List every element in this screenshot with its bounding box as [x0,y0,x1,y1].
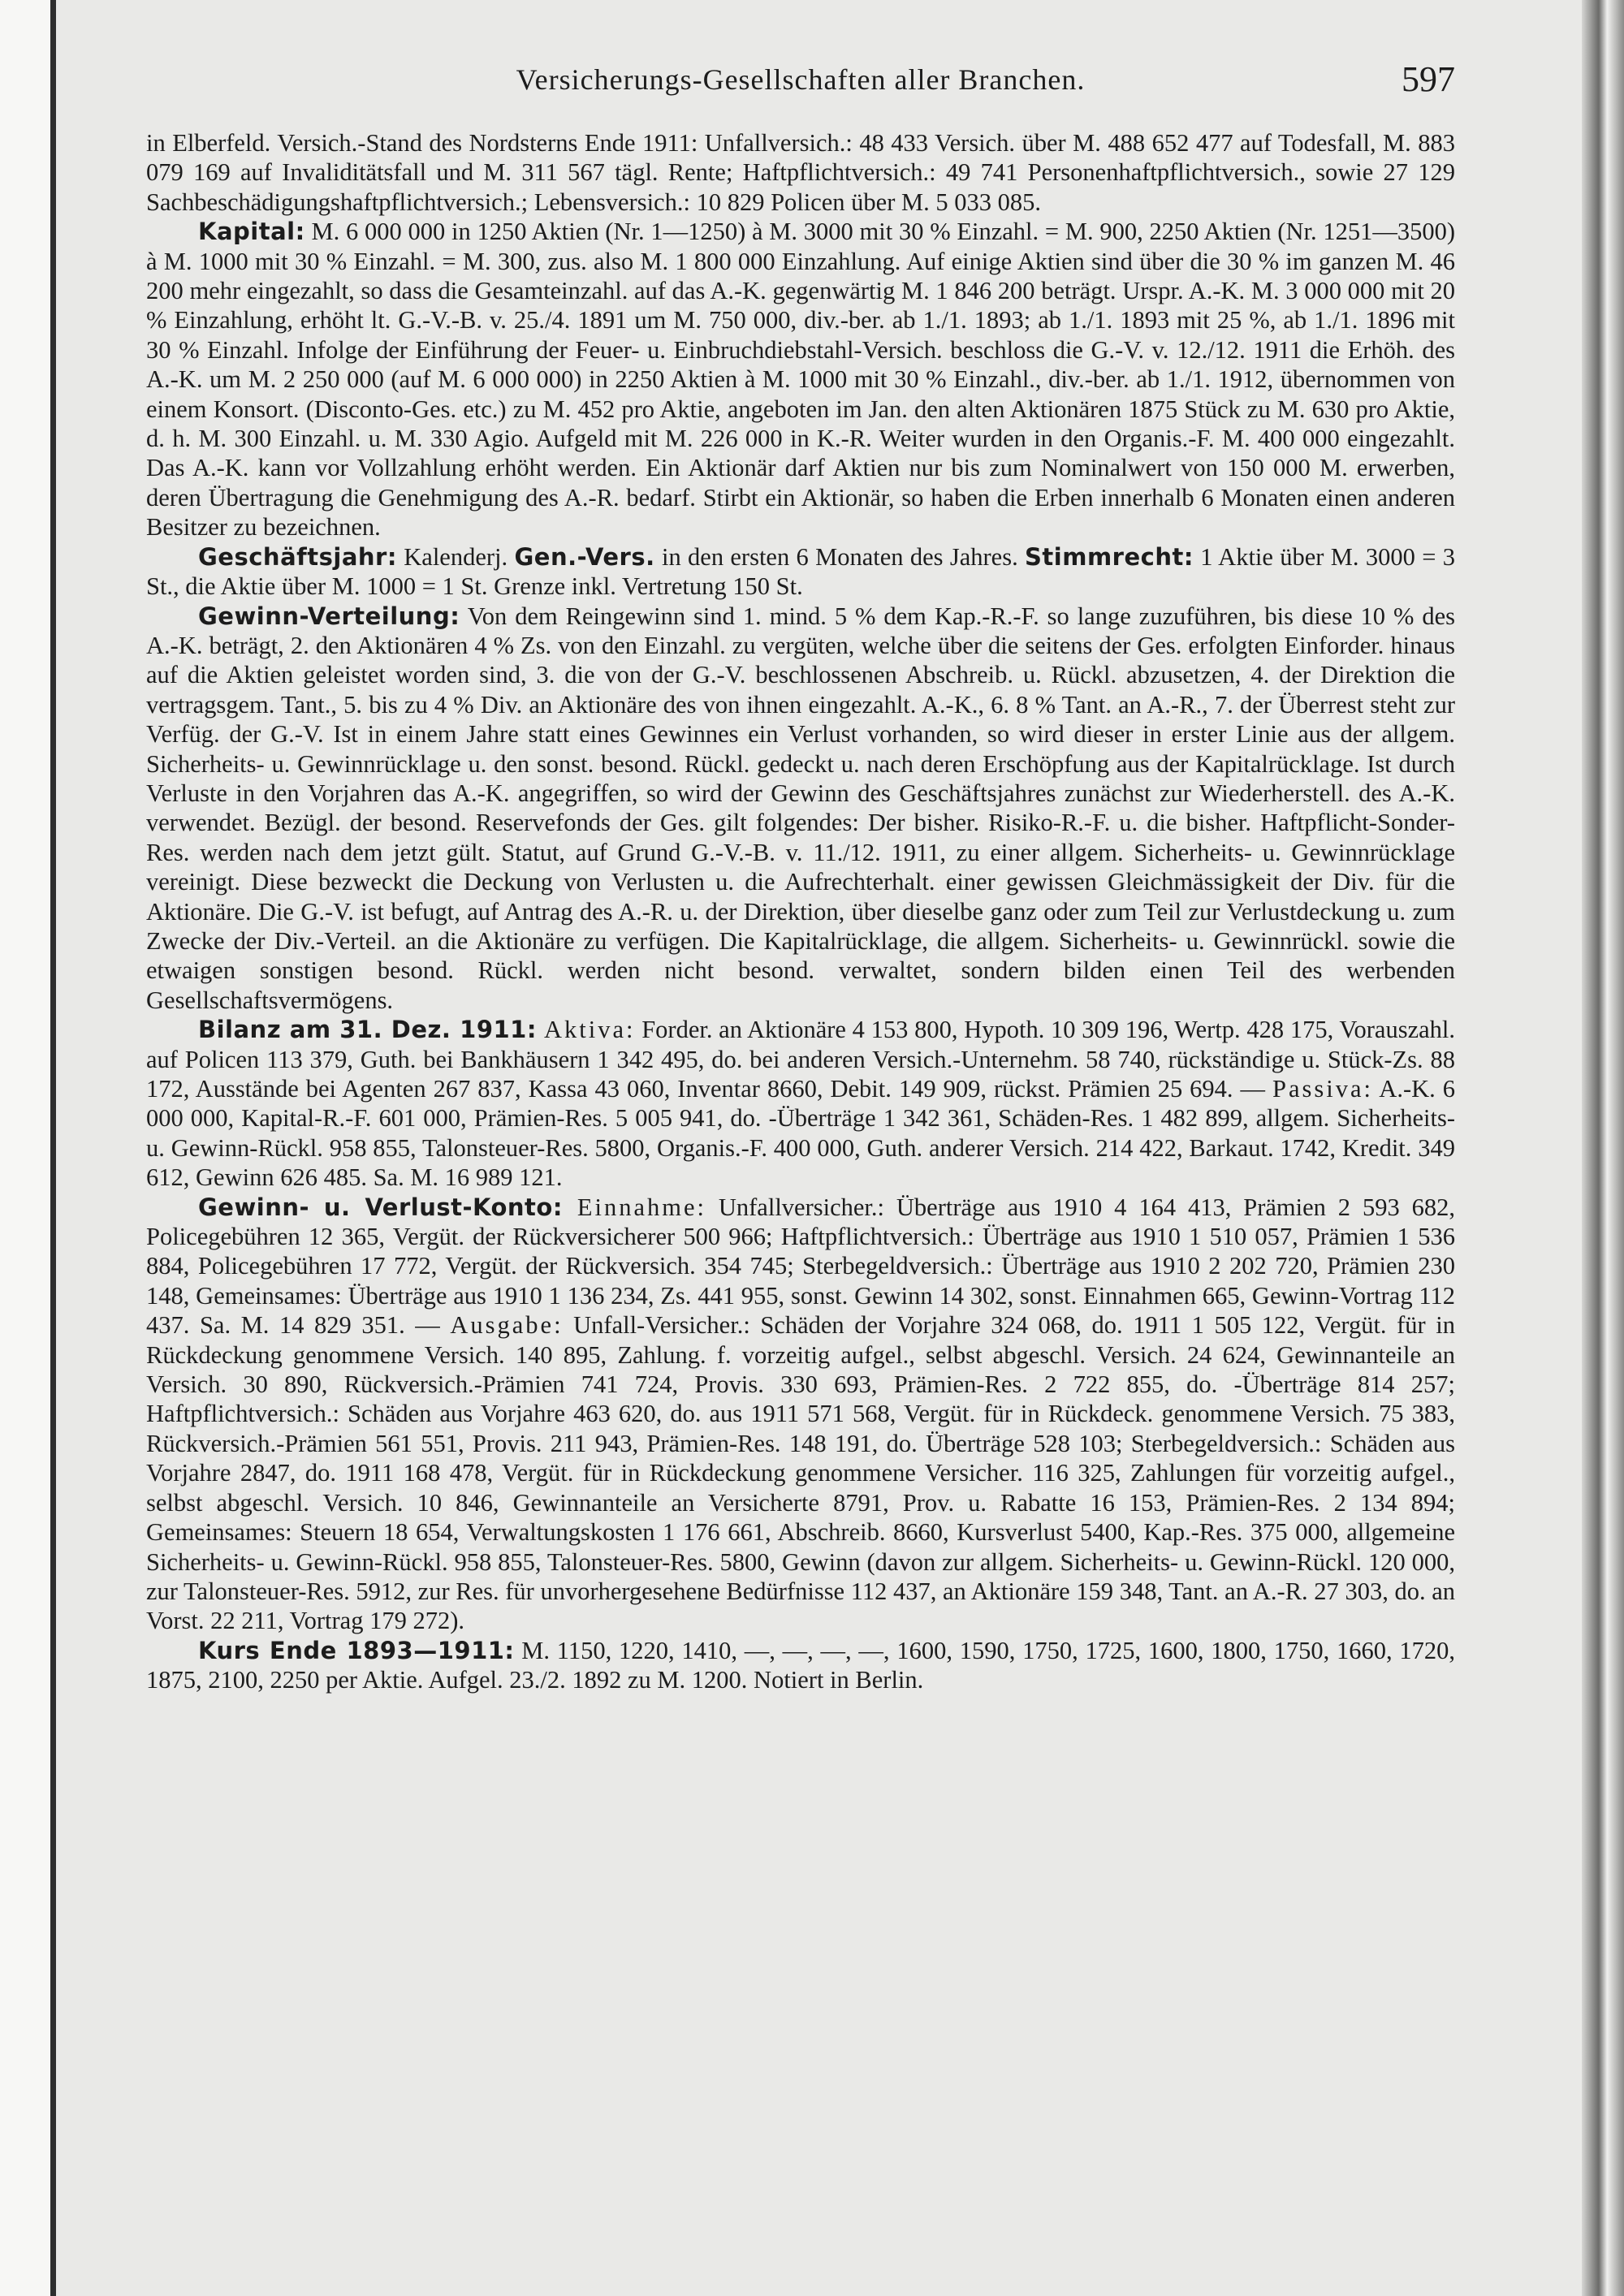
paragraph-body: Forder. an Aktionäre 4 153 800, Hypoth. 10 309 196, Wertp. 428 175, Vorauszahl. auf Policen 113 379, Guth. bei Bankhäusern 1 342 495, do. bei anderen Versich.-Unternehm. 58 740, rückständige u. Stück-Zs. 88 172, Ausstände bei Agenten 267 837, Kassa 43 060, Inventar 8660, Debit. 149 909, rückst. Prämien 25 694. — [146,1016,1455,1103]
section-heading-geschaeftsjahr: Geschäftsjahr: [198,542,397,571]
page-header [146,55,1455,104]
paragraph-body: in Elberfeld. Versich.-Stand des Nordsterns Ende 1911: Unfallversich.: 48 433 Versich. über M. 488 652 477 auf Todesfall, M. 883 079 169 auf Invaliditätsfall und M. 311 567 tägl. Rente; Haftpflichtversich.: 49 741 Personenhaftpflichtversich., sowie 27 129 Sachbeschädigungshaftpflichtversich.; Lebensversich.: 10 829 Policen über M. 5 033 085. [146,129,1455,216]
section-heading-bilanz: Bilanz am 31. Dez. 1911: [198,1016,537,1044]
subheading-einnahme: Einnahme: [562,1193,706,1221]
section-heading-kapital: Kapital: [198,218,305,246]
paragraph-body: Unfallversicher.: Überträge aus 1910 4 164 413, Prämien 2 593 682, Policegebühren 12 365, Vergüt. der Rückversicherer 500 966; Haftpflichtversich.: Überträge aus 1910 1 510 057, Prämien 1 536 884, Policegebühren 17 772, Vergüt. der Rückversich. 354 745; Sterbegeldversich.: Überträge aus 1910 2 202 720, Prämien 230 148, Gemeinsames: Überträge aus 1910 1 136 234, Zs. 441 955, sonst. Gewinn 14 302, sonst. Einnahmen 665, Gewinn-Vortrag 112 437. Sa. M. 14 829 351. — [146,1193,1455,1340]
paragraph-body: M. 1150, 1220, 1410, —, —, —, —, 1600, 1590, 1750, 1725, 1600, 1800, 1750, 1660, 1720, 1875, 2100, 2250 per Aktie. Aufgel. 23./2. 1892 zu M. 1200. Notiert in Berlin. [146,1636,1455,1694]
paragraph-versicherungsstand [146,128,1455,217]
page-number: 597 [1402,59,1455,99]
subheading-aktiva: Aktiva: [536,1016,636,1044]
paragraph-body: Kalenderj. [396,542,515,571]
section-heading-gewinn-verteilung: Gewinn-Verteilung: [198,602,460,630]
text-column [146,128,1455,1695]
paragraph-gewinn-verteilung [146,602,1455,1016]
paragraph-body: Von dem Reingewinn sind 1. mind. 5 % dem Kap.-R.-F. so lange zuzuführen, bis diese 10 % des A.-K. beträgt, 2. den Aktionären 4 % Zs. von den Einzahl. zu vergüten, welche über die seitens der Ges. erfolgten Einforder. hinaus auf die Aktien geleistet worden sind, 3. die von der G.-V. beschlossenen Abschreib. u. Rückl. abzusetzen, 4. der Direktion die vertragsgem. Tant., 5. bis zu 4 % Div. an Aktionäre des von ihnen eingezahlt. A.-K., 6. 8 % Tant. an A.-R., 7. der Überrest steht zur Verfüg. der G.-V. Ist in einem Jahre statt eines Gewinnes ein Verlust vorhanden, so wird dieser in erster Linie aus der allgem. Sicherheits- u. Gewinnrücklage u. den sonst. besond. Rückl. gedeckt u. nach deren Erschöpfung aus der Kapitalrücklage. Ist durch Verluste in den Vorjahren das A.-K. angegriffen, so wird der Gewinn des Geschäftsjahres zunächst zur Wiederherstell. des A.-K. verwendet. Bezügl. der besond. Reservefonds der Ges. gilt folgendes: Der bisher. Risiko-R.-F. u. die bisher. Haftpflicht-Sonder-Res. werden nach dem jetzt gült. Statut, auf Grund G.-V.-B. v. 11./12. 1911, zu einer allgem. Sicherheits- u. Gewinnrücklage vereinigt. Diese bezweckt die Deckung von Verlusten u. die Aufrechterhalt. einer gewissen Gleichmässigkeit der Div. für die Aktionäre. Die G.-V. ist befugt, auf Antrag des A.-R. u. der Direktion, über dieselbe ganz oder zum Teil zur Verlustdeckung u. zum Zwecke der Div.-Verteil. an die Aktionäre zu verfügen. Die Kapitalrücklage, die allgem. Sicherheits- u. Gewinnrückl. sowie die etwaigen sonstigen besond. Rückl. werden nicht besond. verwaltet, sondern bilden einen Teil des werbenden Gesellschaftsvermögens. [146,602,1455,1014]
running-head: Versicherungs-Gesellschaften aller Branchen. [516,63,1086,96]
paragraph-bilanz [146,1015,1455,1192]
page-left-margin [0,0,50,2296]
paragraph-gewinn-verlust-konto [146,1193,1455,1636]
paragraph-kurs [146,1636,1455,1695]
paragraph-body: M. 6 000 000 in 1250 Aktien (Nr. 1—1250) à M. 3000 mit 30 % Einzahl. = M. 900, 2250 Aktien (Nr. 1251—3500) à M. 1000 mit 30 % Einzahl. = M. 300, zus. also M. 1 800 000 Einzahlung. Auf einige Aktien sind über die 30 % im ganzen M. 46 200 mehr eingezahlt, so dass die Gesamteinzahl. auf das A.-K. gegenwärtig M. 1 846 200 beträgt. Urspr. A.-K. M. 3 000 000 mit 20 % Einzahlung, erhöht lt. G.-V.-B. v. 25./4. 1891 um M. 750 000, div.-ber. ab 1./1. 1893; ab 1./1. 1893 mit 25 %, ab 1./1. 1896 mit 30 % Einzahl. Infolge der Einführung der Feuer- u. Einbruchdiebstahl-Versich. beschloss die G.-V. v. 12./12. 1911 die Erhöh. des A.-K. um M. 2 250 000 (auf M. 6 000 000) in 2250 Aktien à M. 1000 mit 30 % Einzahl., div.-ber. ab 1./1. 1912, übernommen von einem Konsort. (Disconto-Ges. etc.) zu M. 452 pro Aktie, angeboten im Jan. den alten Aktionären 1875 Stück zu M. 630 pro Aktie, d. h. M. 300 Einzahl. u. M. 330 Agio. Aufgeld mit M. 226 000 in K.-R. Weiter wurden in den Organis.-F. M. 400 000 eingezahlt. Das A.-K. kann vor Vollzahlung erhöht werden. Ein Aktionär darf Aktien nur bis zum Nominalwert von 150 000 M. erwerben, deren Übertragung die Genehmigung des A.-R. bedarf. Stirbt ein Aktionär, so haben die Erben innerhalb 6 Monaten einen anderen Besitzer zu bezeichnen. [146,218,1455,542]
binding-shadow [50,0,56,2296]
section-heading-kurs: Kurs Ende 1893—1911: [198,1636,515,1664]
paragraph-body: 1 Aktie über M. 3000 = 3 St., die Aktie über M. 1000 = 1 St. Grenze inkl. Vertretung 150 St. [146,542,1455,601]
paragraph-body: A.-K. 6 000 000, Kapital-R.-F. 601 000, Prämien-Res. 5 005 941, do. -Überträge 1 342 361, Schäden-Res. 1 482 899, allgem. Sicherheits- u. Gewinn-Rückl. 958 855, Talonsteuer-Res. 5800, Organis.-F. 400 000, Guth. anderer Versich. 214 422, Barkaut. 1742, Kredit. 349 612, Gewinn 626 485. Sa. M. 16 989 121. [146,1075,1455,1192]
page-right-edge [1582,0,1624,2296]
subheading-ausgabe: Ausgabe: [450,1311,564,1340]
section-heading-gen-vers: Gen.-Vers. [514,542,655,571]
paragraph-body: Unfall-Versicher.: Schäden der Vorjahre 324 068, do. 1911 1 505 122, Vergüt. für in Rückdeckung genommene Versich. 140 895, Zahlung. f. vorzeitig aufgel., selbst abgeschl. Versich. 24 624, Gewinnanteile an Versich. 30 890, Rückversich.-Prämien 741 724, Provis. 330 693, Prämien-Res. 2 722 855, do. -Überträge 814 257; Haftpflichtversich.: Schäden aus Vorjahre 463 620, do. aus 1911 571 568, Vergüt. für in Rückdeck. genommene Versich. 75 383, Rückversich.-Prämien 561 551, Provis. 211 943, Prämien-Res. 148 191, do. Überträge 528 103; Sterbegeldversich.: Schäden aus Vorjahre 2847, do. 1911 168 478, Vergüt. für in Rückdeckung genommene Versicher. 116 325, Zahlungen für vorzeitig aufgel., selbst abgeschl. Versich. 10 846, Gewinnanteile an Versicherte 8791, Prov. u. Rabatte 16 153, Prämien-Res. 2 134 894; Gemeinsames: Steuern 18 654, Verwaltungskosten 1 176 661, Abschreib. 8660, Kursverlust 5400, Kap.-Res. 375 000, allgemeine Sicherheits- u. Gewinn-Rückl. 958 855, Talonsteuer-Res. 5800, Gewinn (davon zur allgem. Sicherheits- u. Gewinn-Rückl. 120 000, zur Talonsteuer-Res. 5912, zur Res. für unvorhergesehene Bedürfnisse 112 437, an Aktionäre 159 348, Tant. an A.-R. 27 303, do. an Vorst. 22 211, Vortrag 179 272). [146,1311,1455,1635]
section-heading-gewinn-verlust-konto: Gewinn- u. Verlust-Konto: [198,1193,563,1221]
subheading-passiva: Passiva: [1272,1075,1373,1103]
section-heading-stimmrecht: Stimmrecht: [1025,542,1194,571]
paragraph-geschaeftsjahr [146,542,1455,602]
paragraph-body: in den ersten 6 Monaten des Jahres. [654,542,1026,571]
paragraph-kapital [146,217,1455,542]
